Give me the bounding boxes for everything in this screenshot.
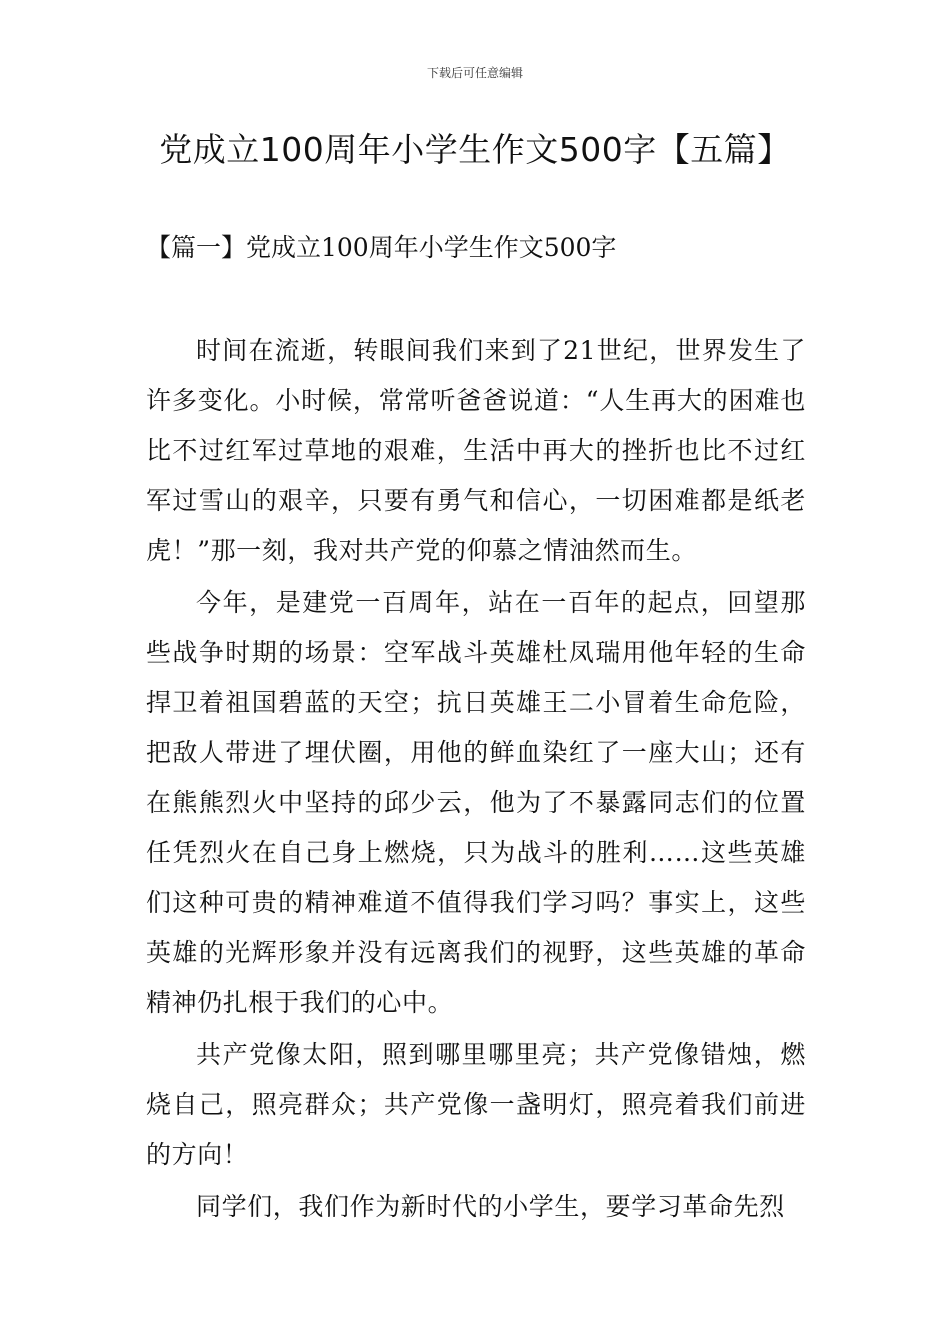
paragraph-2: 今年，是建党一百周年，站在一百年的起点，回望那些战争时期的场景：空军战斗英雄杜凤瑞用他年轻的生命捍卫着祖国碧蓝的天空；抗日英雄王二小冒着生命危险，把敌人带进了埋伏圈，用他的鲜血染红了一座大山；还有在熊熊烈火中坚持的邱少云，他为了不暴露同志们的位置任凭烈火在自己身上燃烧，只为战斗的胜利……这些英雄们这种可贵的精神难道不值得我们学习吗？事实上，这些英雄的光辉形象并没有远离我们的视野，这些英雄的革命精神仍扎根于我们的心中。 bbox=[146, 588, 806, 1017]
document-title: 党成立100周年小学生作文500字【五篇】 bbox=[159, 130, 791, 169]
essay-body bbox=[146, 326, 806, 1234]
paragraph-1: 时间在流逝，转眼间我们来到了21世纪，世界发生了许多变化。小时候，常常听爸爸说道：“人生再大的困难也比不过红军过草地的艰难，生活中再大的挫折也比不过红军过雪山的艰辛，只要有勇气和信心，一切困难都是纸老虎！”那一刻，我对共产党的仰慕之情油然而生。 bbox=[146, 336, 806, 565]
page-header: 下载后可任意编辑 bbox=[426, 66, 523, 80]
paragraph-3: 共产党像太阳，照到哪里哪里亮；共产党像错烛，燃烧自己，照亮群众；共产党像一盏明灯，照亮着我们前进的方向！ bbox=[146, 1040, 806, 1169]
section-heading: 【篇一】党成立100周年小学生作文500字 bbox=[146, 233, 617, 262]
paragraph-4: 同学们，我们作为新时代的小学生，要学习革命先烈 bbox=[196, 1192, 785, 1221]
